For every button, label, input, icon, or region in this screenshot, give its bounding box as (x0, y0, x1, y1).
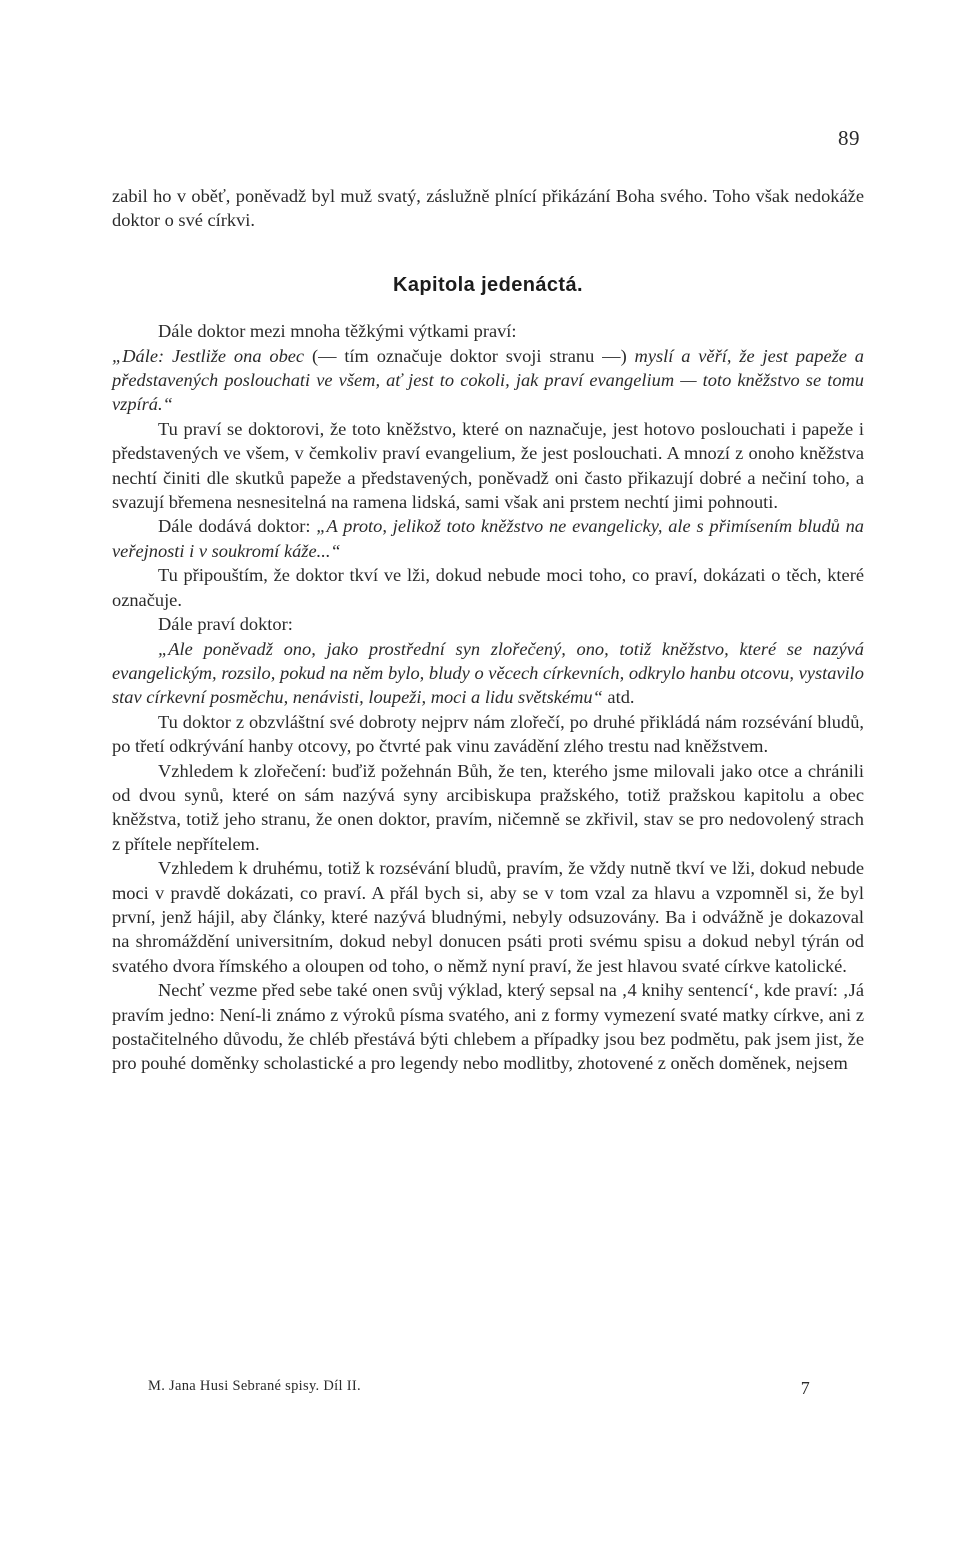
paragraph (112, 319, 864, 417)
paragraph: Vzhledem k zlořečení: buďiž požehnán Bůh, že ten, kterého jsme milovali jako otce a chránili od dvou synů, které on sám nazývá syny arcibiskupa pražského, totiž pražskou kapitolu a obec kněžstva, totiž jeho stranu, že onen doktor, pravím, ničemně se zkřivil, stav se pro nedovolený strach z přítele nepřítelem. (112, 760, 864, 854)
paragraph: Dále praví doktor: (158, 614, 293, 635)
paragraph: Vzhledem k druhému, totiž k rozsévání bludů, pravím, že vždy nutně tkví ve lži, dokud nebude moci v pravdě dokázati, co praví. A přál bych si, aby se v tom vzal za hlavu a vzpomněl si, že byl první, jenž hájil, aby články, které nazývá bludnými, nebyly odsuzovány. Ba i odvážně je dokazoval na shromáždění universitním, dokud nebyl donucen psáti proti svému spisu a dokud nebyl týrán od svatého dvora římského a oloupen od toho, o němž nyní praví, že jest hlavou svaté církve katolické. (112, 858, 864, 976)
quotation: „Dále: Jestliže ona obec (112, 345, 305, 366)
page-body (112, 184, 864, 1076)
quotation: „Ale poněvadž ono, jako prostřední syn zlořečený, ono, totiž kněžstvo, které se nazývá evangelickým, rozsilo, pokud na něm bylo, bludy o věcech církevních, odkrylo hanbu otcovu, vystavilo stav církevní posměchu, nenávisti, loupeži, moci a lidu světskému“ (112, 638, 864, 708)
paragraph-text: Dále dodává doktor: (158, 516, 317, 537)
paragraph-text: Dále doktor mezi mnoha těžkými výtkami praví: (158, 321, 517, 342)
page-footer (148, 1378, 808, 1399)
paragraph: Tu praví se doktorovi, že toto kněžstvo, které on naznačuje, jest hotovo poslouchati i papeže i představených ve všem, v čemkoliv praví evangelium, že jest poslouchati. A mnozí z onoho kněžstva nechtí činiti dle skutků papeže a představených, poněvadž oni často přikazují dobré a nečiní toho, a svazují břemena nesnesitelná na ramena lidská, sami však ani prstem nechtí jimi pohnouti. (112, 418, 864, 513)
quotation: myslí a věří, že jest papeže a představených poslouchati ve všem, ať jest to cokoli, jak praví evangelium — toto kněžstvo se tomu vzpírá.“ (112, 345, 864, 415)
paragraph: Nechť vezme před sebe také onen svůj výklad, který sepsal na ‚4 knihy sentencí‘, kde praví: ‚Já pravím jedno: Není-li známo z výroků písma svatého, ani z formy vymezení svaté matky církve, ani z postačitelného důvodu, že chléb přestává býti chlebem a případky jsou bez podmětu, pak jsem jist, že pro pouhé doměnky scholastické a pro legendy nebo modlitby, zhotovené z oněch doměnek, nejsem (112, 980, 864, 1074)
paragraph: Tu připouštím, že doktor tkví ve lži, dokud nebude moci toho, co praví, dokázati o těch, které označuje. (112, 565, 864, 610)
paragraph (112, 514, 864, 563)
paragraph: zabil ho v oběť, poněvadž byl muž svatý, záslužně plnící přikázání Boha svého. Toho však nedokáže doktor o své církvi. (112, 186, 864, 231)
paragraph-text: atd. (602, 687, 635, 708)
page-number: 89 (838, 126, 860, 150)
signature-mark: 7 (800, 1378, 810, 1398)
chapter-heading: Kapitola jedenáctá. (393, 273, 583, 296)
paragraph: Tu doktor z obzvláštní své dobroty nejprv nám zlořečí, po druhé přikládá nám rozsévání bludů, po třetí odkrývání hanby otcovy, po čtvrté pak vinu zavádění zlého trestu nad kněžstvem. (112, 711, 864, 757)
quotation: „A proto, jelikož toto kněžstvo ne evangelicky, ale s přimísením bludů na veřejnosti i v soukromí káže...“ (112, 516, 864, 561)
paragraph (112, 637, 864, 710)
paragraph-text: (— tím označuje doktor svoji stranu —) (304, 345, 635, 366)
footer-title: M. Jana Husi Sebrané spisy. Díl II. (148, 1378, 361, 1394)
